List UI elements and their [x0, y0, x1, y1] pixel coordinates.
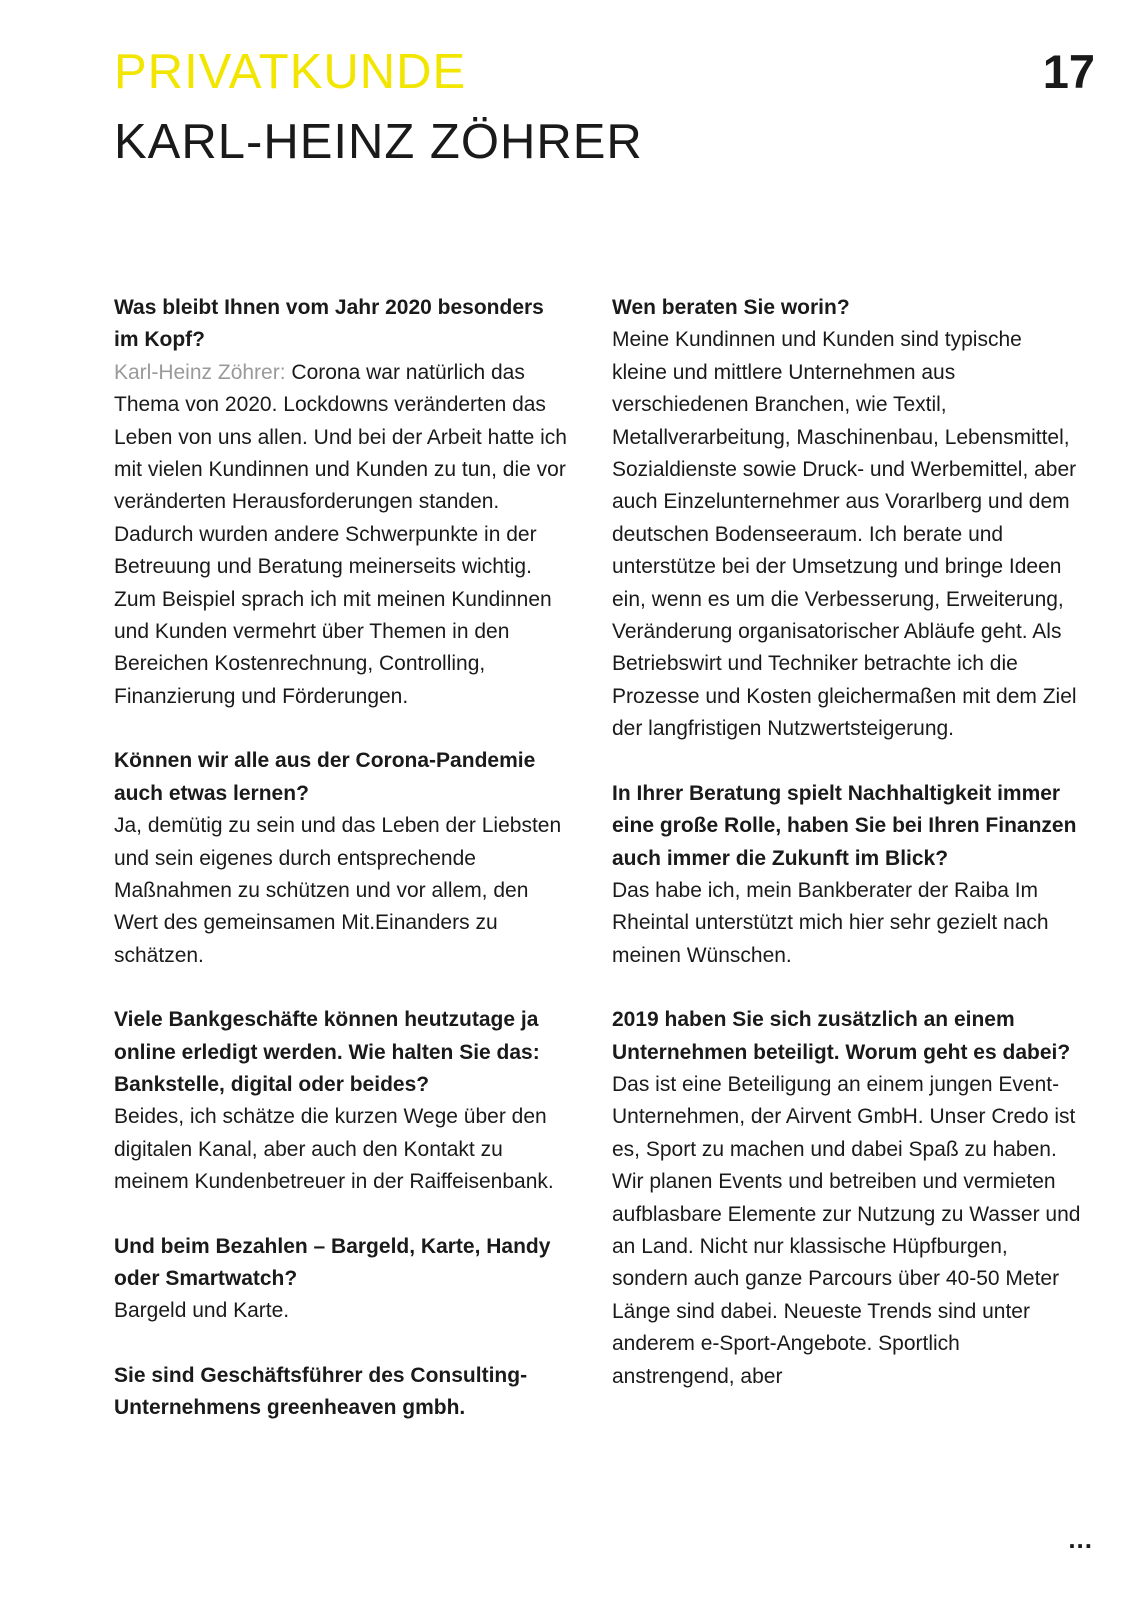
answer: Das habe ich, mein Bankberater der Raiba Im Rheintal unterstützt mich hier sehr gezielt nach meinen Wünschen. — [612, 878, 1049, 967]
speaker-label: Karl-Heinz Zöhrer: — [114, 360, 286, 384]
qa-block — [114, 745, 570, 972]
answer: Meine Kundinnen und Kunden sind typische kleine und mittlere Unternehmen aus verschiedenen Branchen, wie Textil, Metallverarbeitung, Maschinenbau, Lebensmittel, Sozialdienste sowie Druck- und Werbemittel, aber auch Einzelunternehmer aus Vorarlberg und dem deutschen Bodenseeraum. Ich berate und unterstütze bei der Umsetzung und bringe Ideen ein, wenn es um die Verbesserung, Erweiterung, Veränderung organisatorischer Abläufe geht. Als Betriebswirt und Techniker betrachte ich die Prozesse und Kosten gleichermaßen mit dem Ziel der langfristigen Nutzwertsteigerung. — [612, 328, 1077, 741]
question: Viele Bankgeschäfte können heutzutage ja online erledigt werden. Wie halten Sie das: Bankstelle, digital oder beides? — [114, 1008, 540, 1096]
section-kicker: PRIVATKUNDE — [114, 45, 467, 99]
question: Sie sind Geschäftsführer des Consulting-Unternehmens greenheaven gmbh. — [114, 1363, 528, 1420]
answer: Bargeld und Karte. — [114, 1299, 290, 1323]
qa-block — [114, 1360, 570, 1425]
left-column — [114, 292, 570, 1457]
right-column — [612, 292, 1082, 1425]
qa-block — [612, 778, 1082, 972]
qa-block — [114, 1231, 570, 1328]
question: 2019 haben Sie sich zusätzlich an einem Unternehmen beteiligt. Worum geht es dabei? — [612, 1008, 1071, 1064]
answer: Beides, ich schätze die kurzen Wege über den digitalen Kanal, aber auch den Kontakt zu meinem Kundenbetreuer in der Raiffeisenbank. — [114, 1105, 554, 1194]
answer: Ja, demütig zu sein und das Leben der Liebsten und sein eigenes durch entsprechende Maßnahmen zu schützen und vor allem, den Wert des gemeinsamen Mit.Einanders zu schätzen. — [114, 814, 562, 967]
page-title: KARL-HEINZ ZÖHRER — [114, 115, 643, 169]
question: In Ihrer Beratung spielt Nachhaltigkeit immer eine große Rolle, haben Sie bei Ihren Finanzen auch immer die Zukunft im Blick? — [612, 781, 1077, 870]
continue-marker: ... — [1068, 1524, 1093, 1554]
qa-block — [612, 292, 1082, 746]
question: Und beim Bezahlen – Bargeld, Karte, Handy oder Smartwatch? — [114, 1234, 551, 1290]
question: Wen beraten Sie worin? — [612, 296, 850, 319]
answer: Das ist eine Beteiligung an einem jungen Event-Unternehmen, der Airvent GmbH. Unser Credo ist es, Sport zu machen und dabei Spaß zu haben. Wir planen Events und betreiben und vermieten aufblasbare Elemente zur Nutzung zu Wasser und an Land. Nicht nur klassische Hüpfburgen, sondern auch ganze Parcours über 40-50 Meter Länge sind dabei. Neueste Trends sind unter anderem e-Sport-Angebote. Sportlich anstrengend, aber — [612, 1072, 1081, 1388]
question: Können wir alle aus der Corona-Pandemie auch etwas lernen? — [114, 749, 536, 805]
qa-block — [114, 292, 570, 713]
answer — [114, 357, 570, 713]
page-number: 17 — [1042, 45, 1095, 98]
question: Was bleibt Ihnen vom Jahr 2020 besonders im Kopf? — [114, 296, 544, 352]
qa-block — [114, 1004, 570, 1198]
qa-block — [612, 1004, 1082, 1393]
answer-text: Corona war natürlich das Thema von 2020. Lockdowns veränderten das Leben von uns allen. Und bei der Arbeit hatte ich mit vielen Kundinnen und Kunden zu tun, die vor veränderten Herausforderungen standen. Dadurch wurden andere Schwerpunkte in der Betreuung und Beratung meinerseits wichtig. Zum Beispiel sprach ich mit meinen Kundinnen und Kunden vermehrt über Themen in den Bereichen Kostenrechnung, Controlling, Finanzierung und Förderungen. — [114, 360, 567, 708]
